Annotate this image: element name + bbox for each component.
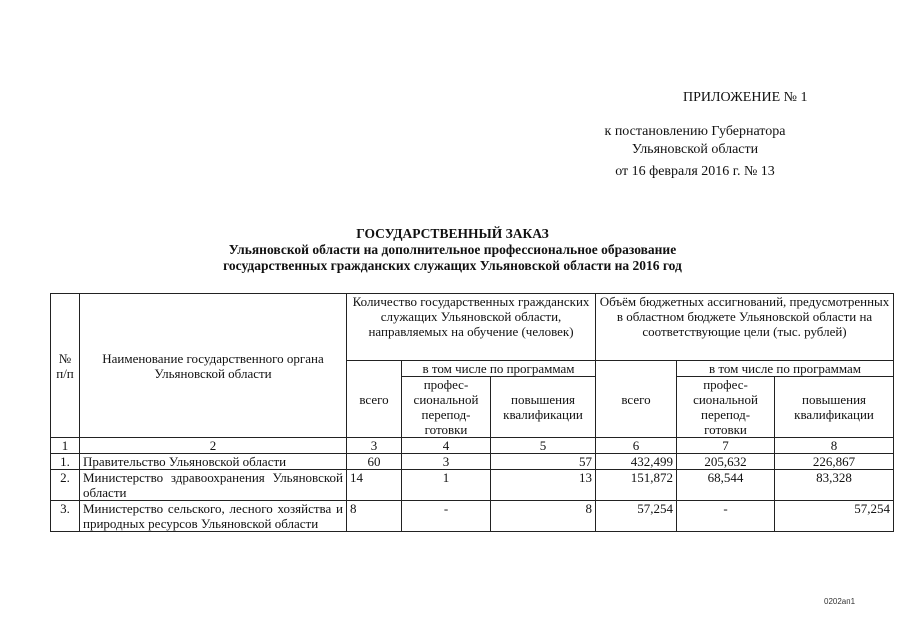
row-count-total: 8 (347, 501, 402, 532)
row-count-retraining: 1 (402, 470, 491, 501)
row-budget-qualification: 83,328 (775, 470, 894, 501)
header-count-total: всего (347, 361, 402, 438)
row-budget-retraining: - (677, 501, 775, 532)
decree-line-1: к постановлению Губернатора (604, 124, 786, 139)
row-num: 2. (51, 470, 80, 501)
column-number-row (51, 438, 894, 454)
state-order-table (50, 293, 894, 532)
table-row (51, 454, 894, 470)
header-num: № п/п (51, 294, 80, 438)
decree-line-2: Ульяновской области (631, 142, 759, 157)
decree-date: от 16 февраля 2016 г. № 13 (615, 164, 775, 179)
row-budget-retraining: 205,632 (677, 454, 775, 470)
header-count-retraining: профес-сиональной перепод-готовки (402, 377, 491, 438)
header-count-group: Количество государственных гражданских служащих Ульяновской области, направляемых на обучение (человек) (347, 294, 596, 361)
title-line-2: Ульяновской области на дополнительное профессиональное образование (228, 242, 677, 257)
column-number: 3 (347, 438, 402, 454)
row-budget-qualification: 226,867 (775, 454, 894, 470)
row-name: Министерство здравоохранения Ульяновской области (80, 470, 347, 501)
document-stamp: 0202ап1 (824, 597, 856, 606)
column-number: 8 (775, 438, 894, 454)
header-budget-retraining: профес-сиональной перепод-готовки (677, 377, 775, 438)
title-line-3: государственных гражданских служащих Ульяновской области на 2016 год (223, 258, 682, 273)
column-number: 2 (80, 438, 347, 454)
table-row (51, 501, 894, 532)
row-count-qualification: 13 (491, 470, 596, 501)
row-num: 1. (51, 454, 80, 470)
column-number: 6 (596, 438, 677, 454)
row-count-total: 14 (347, 470, 402, 501)
table-row (51, 470, 894, 501)
header-budget-qualification: повышения квалификации (775, 377, 894, 438)
header-budget-total: всего (596, 361, 677, 438)
column-number: 7 (677, 438, 775, 454)
row-count-qualification: 8 (491, 501, 596, 532)
row-budget-total: 57,254 (596, 501, 677, 532)
row-num: 3. (51, 501, 80, 532)
row-count-retraining: 3 (402, 454, 491, 470)
header-budget-incl: в том числе по программам (677, 361, 894, 377)
header-count-incl: в том числе по программам (402, 361, 596, 377)
document-title (0, 226, 905, 274)
decree-reference (565, 123, 825, 181)
column-number: 5 (491, 438, 596, 454)
column-number: 4 (402, 438, 491, 454)
row-budget-total: 151,872 (596, 470, 677, 501)
header-count-qualification: повышения квалификации (491, 377, 596, 438)
header-name: Наименование государственного органа Ульяновской области (80, 294, 347, 438)
header-row-1 (51, 294, 894, 361)
title-line-1: ГОСУДАРСТВЕННЫЙ ЗАКАЗ (356, 226, 549, 241)
column-number: 1 (51, 438, 80, 454)
row-budget-retraining: 68,544 (677, 470, 775, 501)
row-budget-total: 432,499 (596, 454, 677, 470)
row-count-total: 60 (347, 454, 402, 470)
row-name: Правительство Ульяновской области (80, 454, 347, 470)
row-count-retraining: - (402, 501, 491, 532)
row-budget-qualification: 57,254 (775, 501, 894, 532)
row-name: Министерство сельского, лесного хозяйства и природных ресурсов Ульяновской области (80, 501, 347, 532)
header-budget-group: Объём бюджетных ассигнований, предусмотренных в областном бюджете Ульяновской области на соответствующие цели (тыс. рублей) (596, 294, 894, 361)
row-count-qualification: 57 (491, 454, 596, 470)
appendix-label: ПРИЛОЖЕНИЕ № 1 (683, 90, 808, 105)
